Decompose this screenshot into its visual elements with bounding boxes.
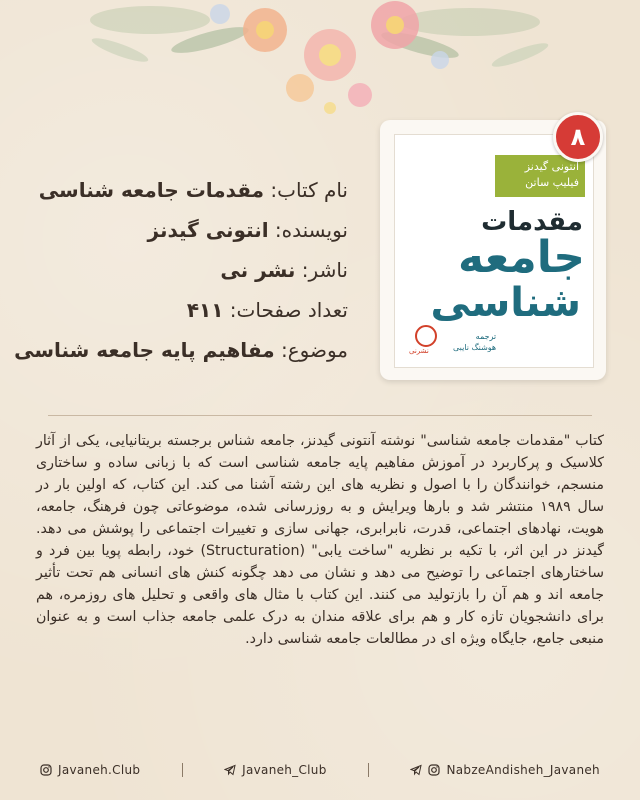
info-author [48, 210, 348, 250]
footer-link-instagram-club[interactable] [40, 763, 140, 777]
cover-title-line3: شناسی [430, 280, 581, 326]
publisher-logo-icon [415, 325, 437, 347]
book-number-badge: ۸ [553, 112, 603, 162]
instagram-icon [40, 764, 52, 776]
info-value: مقدمات جامعه شناسی [38, 178, 265, 202]
telegram-icon [410, 764, 422, 776]
info-label: موضوع: [274, 338, 348, 362]
info-value: انتونی گیدنز [147, 218, 269, 242]
cover-title-line1: مقدمات [481, 207, 583, 237]
info-value: ۴۱۱ [186, 298, 224, 322]
info-label: نام کتاب: [264, 178, 348, 202]
cover-translator-label: ترجمه [475, 332, 497, 341]
publisher-logo-text: نشرنی [409, 347, 429, 355]
info-label: نویسنده: [268, 218, 348, 242]
book-cover [394, 134, 594, 368]
cover-translator [453, 331, 496, 353]
footer-link-text: NabzeAndisheh_Javaneh [446, 763, 600, 777]
cover-author-2: فیلیپ ساتن [525, 176, 579, 189]
footer-link-text: Javaneh_Club [242, 763, 327, 777]
info-value: نشر نی [220, 258, 296, 282]
footer-separator [182, 763, 183, 777]
footer-separator [368, 763, 369, 777]
section-divider [48, 415, 592, 416]
telegram-icon [224, 764, 236, 776]
cover-title-line2: جامعه [458, 232, 585, 283]
cover-author-1: آنتونی گیدنز [524, 160, 579, 173]
book-info [14, 170, 348, 370]
footer-link-telegram-club[interactable] [224, 763, 326, 777]
instagram-icon [428, 764, 440, 776]
book-description: کتاب "مقدمات جامعه شناسی" نوشته آنتونی گیدنز، جامعه شناس برجسته بریتانیایی، یکی از آثار کلاسیک و پرکاربرد در آموزش مفاهیم پایه جامعه شناسی است که با زبانی ساده و ساختاری منسجم، خوانندگان را با اصول و نظریه های این رشته آشنا می کند. این کتاب، که اولین بار در سال ۱۹۸۹ منتشر شد و بارها ویرایش و به روزرسانی شده، موضوعاتی چون فرهنگ، جامعه، هویت، نهادهای اجتماعی، قدرت، نابرابری، جهانی سازی و تغییرات اجتماعی را پوشش می دهد. گیدنز در این اثر، با تکیه بر نظریه "ساخت یابی" (Structuration) خود، رابطه پویا بین فرد و ساختارهای اجتماعی را توضیح می دهد و نشان می دهد چگونه کنش های انسانی هم تحت تأثیر جامعه اند و هم آن را بازتولید می کنند. این کتاب با مثال های واقعی و تحلیل های روزمره، هم برای دانشجویان تازه کار و هم برای علاقه مندان به درک علمی جامعه جذاب است و به عنوان منبعی جامع، جایگاه ویژه ای در مطالعات جامعه شناسی دارد. [36, 433, 605, 647]
info-subject [14, 330, 348, 370]
info-pages [48, 290, 348, 330]
info-value: مفاهیم پایه جامعه شناسی [14, 338, 275, 362]
floral-header-decoration [0, 0, 640, 120]
footer-link-text: Javaneh.Club [58, 763, 141, 777]
cover-translator-name: هوشنگ نایبی [453, 343, 497, 352]
info-label: تعداد صفحات: [223, 298, 348, 322]
info-book-name [38, 170, 348, 210]
footer-social-links [40, 750, 600, 790]
info-publisher [48, 250, 348, 290]
info-label: ناشر: [295, 258, 348, 282]
footer-link-nabze-andisheh[interactable] [410, 763, 599, 777]
